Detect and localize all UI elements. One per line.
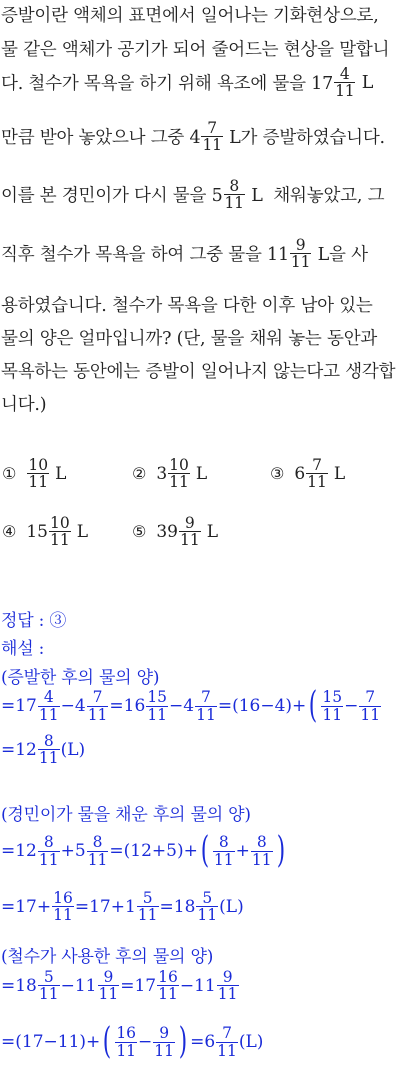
solution-line-4 [1, 890, 244, 924]
fraction [87, 689, 109, 723]
denominator: 11 [251, 850, 272, 869]
unit: (L) [60, 739, 86, 760]
problem-line-4 [1, 120, 385, 154]
solution-line-2 [1, 733, 85, 767]
paren-left: ( [103, 1021, 112, 1062]
numerator: 15 [147, 688, 168, 707]
denominator: 11 [38, 985, 59, 1004]
unit: L [76, 521, 89, 542]
option-2[interactable] [132, 457, 207, 491]
denominator: 11 [196, 705, 216, 724]
expr: +5 [60, 841, 86, 861]
fraction [334, 66, 355, 100]
fraction [196, 890, 218, 924]
denominator: 11 [147, 705, 168, 724]
denominator: 11 [116, 1041, 137, 1060]
fraction [137, 890, 159, 924]
numerator: 10 [28, 456, 49, 474]
denominator: 11 [38, 850, 59, 869]
denominator: 11 [224, 194, 244, 213]
fraction [251, 834, 273, 868]
option-whole: 39 [156, 521, 178, 542]
numerator: 10 [49, 514, 70, 532]
expr: =17+1 [74, 896, 136, 917]
denominator: 11 [360, 705, 381, 724]
denominator: 11 [213, 850, 234, 869]
fraction [213, 834, 235, 868]
numerator: 9 [295, 236, 306, 254]
explanation-label: 해설 : [1, 639, 45, 659]
denominator: 11 [38, 705, 59, 724]
option-mark: ④ [2, 522, 17, 542]
numerator: 8 [218, 833, 229, 852]
problem-text: 만큼 받아 놓았으나 그중 4 [1, 128, 201, 149]
paren-right: ) [178, 1021, 188, 1062]
numerator: 7 [201, 688, 211, 707]
option-mark: ② [132, 464, 147, 484]
denominator: 11 [158, 985, 178, 1004]
numerator: 7 [312, 456, 322, 474]
numerator: 15 [322, 688, 343, 707]
expr: + [235, 841, 250, 861]
option-mark: ⑤ [132, 522, 147, 542]
solution-line-6 [1, 1021, 264, 1062]
problem-text: 다. 철수가 목욕을 하기 위해 욕조에 물을 17 [1, 74, 334, 95]
problem-line-5 [1, 178, 384, 212]
numerator: 16 [158, 968, 178, 986]
numerator: 7 [365, 688, 376, 707]
denominator: 11 [217, 985, 238, 1004]
denominator: 11 [335, 82, 355, 101]
expr: − [138, 1032, 153, 1052]
expr: =17+ [1, 896, 52, 917]
denominator: 11 [154, 1041, 175, 1060]
numerator: 7 [222, 1024, 232, 1043]
fraction [290, 237, 311, 271]
problem-text: L가 증발하였습니다. [223, 128, 385, 149]
fraction [359, 689, 381, 723]
fraction [98, 969, 120, 1003]
unit: (L) [238, 1032, 264, 1052]
numerator: 10 [169, 456, 189, 474]
fraction [38, 969, 60, 1003]
numerator: 7 [92, 688, 103, 707]
unit: L [195, 463, 208, 484]
numerator: 5 [43, 968, 54, 986]
option-mark: ① [2, 464, 17, 484]
solution-line-5 [1, 969, 240, 1003]
problem-line-9: 목욕하는 동안에는 증발이 일어나지 않는다고 생각합 [1, 362, 396, 382]
solution-heading-1: (증발한 후의 물의 양) [1, 668, 160, 688]
expr: =(16−4)+ [217, 696, 307, 716]
denominator: 11 [87, 850, 108, 869]
paren-right: ) [276, 830, 285, 871]
problem-line-1: 증발이란 액체의 표면에서 일어나는 기화현상으로, [1, 6, 379, 26]
option-1[interactable] [2, 457, 66, 491]
option-whole: 6 [294, 463, 306, 484]
fraction [52, 890, 74, 924]
expr: =(12+5)+ [109, 841, 198, 861]
expr: −4 [60, 696, 86, 716]
unit: L [333, 463, 346, 484]
fraction [168, 457, 190, 491]
unit: (L) [219, 896, 244, 917]
problem-text: 직후 철수가 목욕을 하여 그중 물을 11 [1, 245, 289, 266]
denominator: 11 [290, 253, 311, 272]
problem-text: 이를 본 경민이가 다시 물을 5 [1, 186, 223, 207]
solution-line-1 [1, 685, 382, 726]
numerator: 4 [339, 65, 350, 83]
numerator: 7 [207, 119, 217, 137]
fraction [217, 969, 239, 1003]
solution-line-3 [1, 830, 288, 871]
numerator: 9 [222, 968, 233, 986]
option-mark: ③ [270, 464, 285, 484]
expr: =6 [190, 1032, 216, 1052]
fraction [49, 515, 71, 549]
denominator: 11 [322, 705, 343, 724]
unit: L [55, 463, 67, 484]
numerator: 8 [256, 833, 267, 852]
fraction [306, 457, 328, 491]
unit: L [206, 521, 219, 542]
denominator: 11 [38, 749, 59, 768]
problem-text: L 채워놓았고, 그 [245, 186, 385, 207]
denominator: 11 [179, 531, 200, 550]
expr: =12 [1, 739, 37, 760]
denominator: 11 [87, 705, 108, 724]
numerator: 16 [53, 889, 73, 907]
numerator: 8 [43, 833, 54, 852]
expr: =17 [120, 975, 157, 996]
expr: =16 [109, 696, 146, 716]
problem-line-10: 니다.) [1, 395, 47, 415]
answer-label: 정답 : ③ [1, 611, 67, 631]
numerator: 9 [184, 514, 195, 532]
fraction [216, 1025, 238, 1059]
denominator: 11 [197, 906, 218, 925]
expr: =12 [1, 841, 37, 861]
denominator: 11 [53, 906, 73, 925]
fraction [153, 1025, 175, 1059]
problem-text: L을 사 [312, 245, 368, 266]
fraction [224, 178, 245, 212]
expr: =(17−11)+ [1, 1032, 101, 1052]
problem-line-7: 용하였습니다. 철수가 목욕을 다한 이후 남아 있는 [1, 296, 373, 316]
expr: −11 [179, 975, 216, 996]
denominator: 11 [169, 473, 189, 492]
expr: − [344, 696, 359, 716]
option-3[interactable] [270, 457, 345, 491]
fraction [38, 834, 60, 868]
denominator: 11 [202, 136, 222, 155]
expr: −11 [60, 975, 97, 996]
denominator: 11 [98, 985, 119, 1004]
option-whole: 15 [26, 521, 48, 542]
numerator: 5 [202, 889, 213, 907]
problem-line-6 [1, 237, 368, 271]
denominator: 11 [307, 473, 327, 492]
fraction [157, 969, 179, 1003]
denominator: 11 [49, 531, 70, 550]
fraction [38, 733, 60, 767]
option-5[interactable] [132, 515, 218, 549]
numerator: 16 [116, 1024, 137, 1043]
numerator: 9 [159, 1024, 170, 1043]
solution-heading-3: (철수가 사용한 후의 물의 양) [1, 947, 214, 967]
fraction [38, 689, 60, 723]
fraction [87, 834, 109, 868]
denominator: 11 [28, 473, 49, 492]
fraction [321, 689, 343, 723]
fraction [179, 515, 201, 549]
expr: =17 [1, 696, 37, 716]
problem-line-3 [1, 66, 373, 100]
option-4[interactable] [2, 515, 88, 549]
problem-line-2: 물 같은 액체가 공기가 되어 줄어드는 현상을 말합니 [1, 40, 390, 60]
numerator: 5 [142, 889, 153, 907]
fraction [195, 689, 217, 723]
fraction [115, 1025, 137, 1059]
paren-left: ( [200, 830, 210, 871]
fraction [201, 120, 222, 154]
denominator: 11 [217, 1041, 237, 1060]
denominator: 11 [137, 906, 158, 925]
problem-line-8: 물의 양은 얼마입니까? (단, 물을 채워 놓는 동안과 [1, 329, 378, 349]
fraction [27, 457, 49, 491]
numerator: 8 [43, 732, 54, 750]
numerator: 8 [229, 177, 240, 195]
unit: L [356, 72, 374, 93]
numerator: 8 [92, 833, 103, 852]
option-whole: 3 [156, 463, 168, 484]
numerator: 9 [103, 968, 114, 986]
expr: =18 [1, 975, 37, 996]
fraction [146, 689, 168, 723]
paren-left: ( [309, 685, 318, 726]
solution-heading-2: (경민이가 물을 채운 후의 물의 양) [1, 805, 251, 825]
expr: −4 [169, 696, 195, 716]
expr: =18 [159, 896, 196, 917]
numerator: 4 [43, 688, 54, 707]
